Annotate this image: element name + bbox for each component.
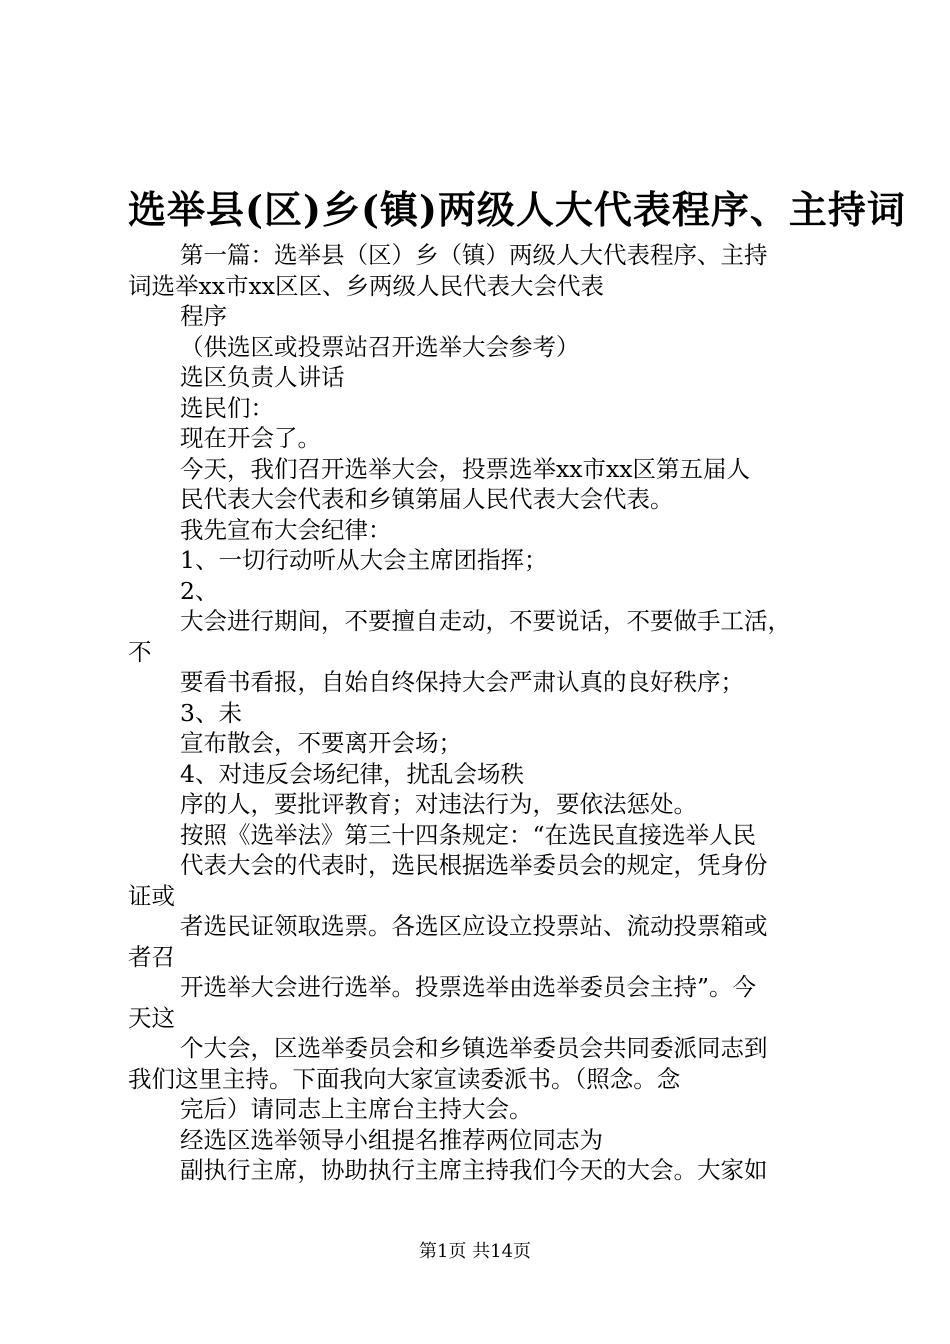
text-line: 3、未	[180, 698, 242, 727]
text-line: 我先宣布大会纪律：	[180, 515, 392, 544]
text-line: 代表大会的代表时，选民根据选举委员会的规定，凭身份	[180, 851, 768, 879]
text-line: 1、一切行动听从大会主席团指挥；	[180, 546, 548, 574]
text-line: 第一篇：选举县（区）乡（镇）两级人大代表程序、主持	[180, 241, 768, 269]
text-line: 天这	[128, 1003, 175, 1032]
text-line: 完后）请同志上主席台主持大会。	[180, 1095, 533, 1123]
text-line: 副执行主席，协助执行主席主持我们今天的大会。大家如	[180, 1156, 768, 1184]
text-line: 我们这里主持。下面我向大家宣读委派书。（照念。念	[128, 1064, 681, 1093]
text-line: 现在开会了。	[180, 424, 321, 452]
document-title: 选举县(区)乡(镇)两级人大代表程序、主持词	[128, 187, 906, 232]
text-line: 经选区选举领导小组提名推荐两位同志为	[180, 1125, 603, 1154]
text-line: （供选区或投票站召开选举大会参考）	[180, 332, 580, 361]
text-line: 要看书看报，自始自终保持大会严肃认真的良好秩序；	[180, 668, 744, 696]
text-line: 4、对违反会场纪律，扰乱会场秩	[180, 759, 524, 788]
text-line: 选民们：	[180, 393, 274, 422]
text-line: 今天，我们召开选举大会，投票选举xx市xx区第五届人	[180, 454, 751, 483]
text-line: 者选民证领取选票。各选区应设立投票站、流动投票箱或	[180, 912, 768, 940]
text-line: 个大会，区选举委员会和乡镇选举委员会共同委派同志到	[180, 1034, 768, 1062]
text-line: 2、	[180, 576, 219, 605]
text-line: 不	[128, 637, 152, 666]
text-line: 词选举xx市xx区区、乡两级人民代表大会代表	[128, 271, 605, 300]
text-line: 选区负责人讲话	[180, 363, 345, 391]
text-line: 大会进行期间，不要擅自走动，不要说话，不要做手工活，	[180, 607, 791, 635]
text-line: 民代表大会代表和乡镇第届人民代表大会代表。	[180, 485, 674, 513]
text-line: 开选举大会进行选举。投票选举由选举委员会主持”。今	[180, 973, 757, 1001]
text-line: 按照《选举法》第三十四条规定：“在选民直接选举人民	[180, 820, 757, 849]
document-body	[128, 240, 846, 1186]
text-line: 证或	[128, 881, 175, 910]
text-line: 序的人，要批评教育；对违法行为，要依法惩处。	[180, 790, 697, 818]
text-line: 程序	[180, 302, 227, 330]
page-footer: 第1页 共14页	[418, 1241, 532, 1262]
text-line: 宣布散会，不要离开会场；	[180, 729, 462, 757]
text-line: 者召	[128, 942, 175, 971]
